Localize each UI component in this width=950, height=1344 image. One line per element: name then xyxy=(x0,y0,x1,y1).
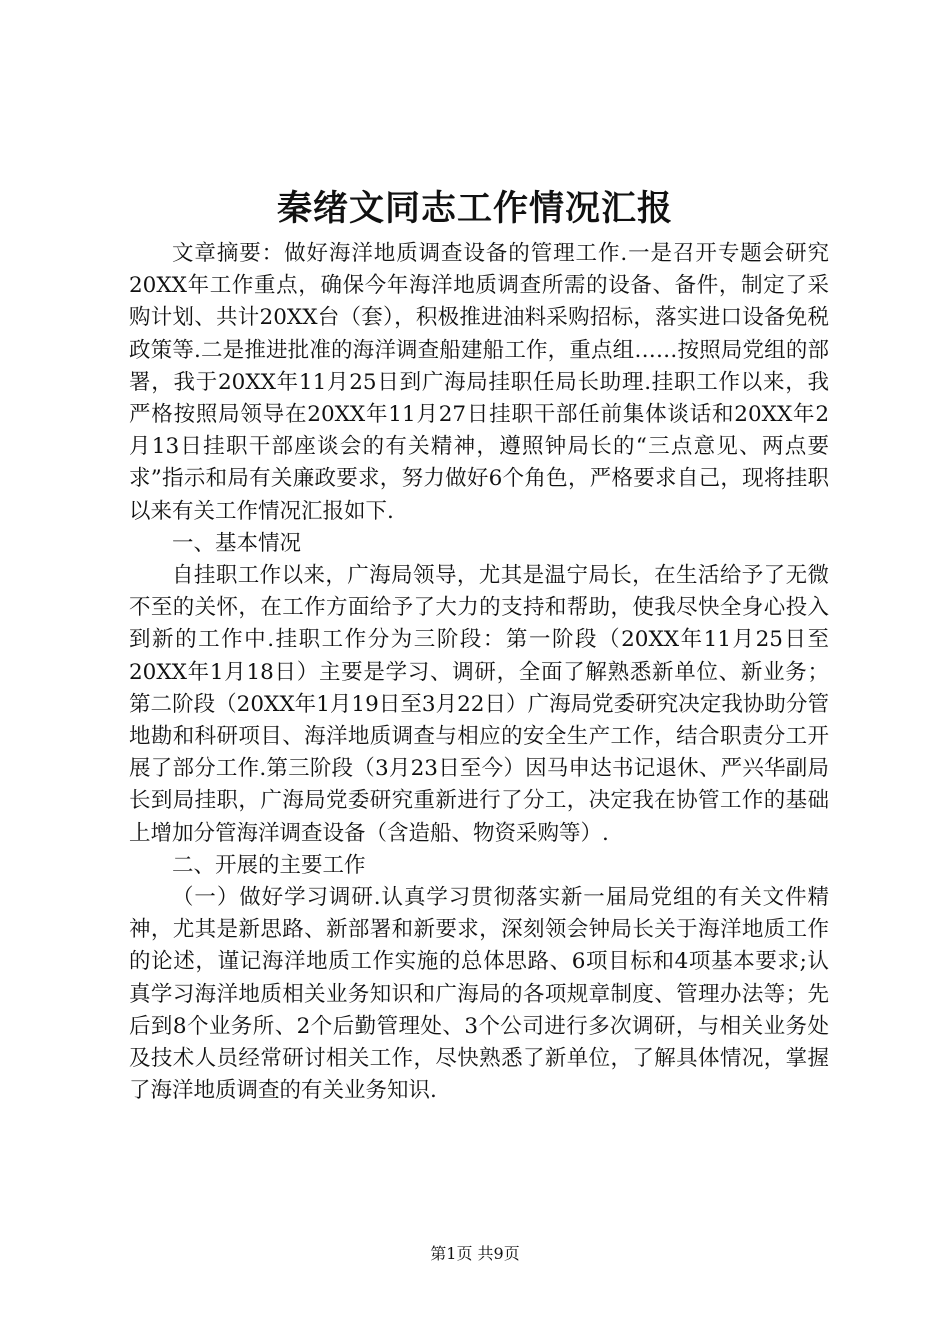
section-heading-basic: 一、基本情况 xyxy=(172,530,302,556)
document-body xyxy=(129,238,829,1107)
study-research-paragraph: （一）做好学习调研.认真学习贯彻落实新一届局党组的有关文件精神，尤其是新思路、新部署和新要求，深刻领会钟局长关于海洋地质工作的论述，谨记海洋地质工作实施的总体思路、6项目标和4项基本要求;认真学习海洋地质相关业务知识和广海局的各项规章制度、管理办法等；先后到8个业务所、2个后勤管理处、3个公司进行多次调研，与相关业务处及技术人员经常研讨相关工作，尽快熟悉了新单位，了解具体情况，掌握了海洋地质调查的有关业务知识. xyxy=(129,885,829,1104)
document-title: 秦绪文同志工作情况汇报 xyxy=(276,188,673,229)
basic-situation-paragraph: 自挂职工作以来，广海局领导，尤其是温宁局长，在生活给予了无微不至的关怀，在工作方面给予了大力的支持和帮助，使我尽快全身心投入到新的工作中.挂职工作分为三阶段：第一阶段（20XX年11月25日至20XX年1月18日）主要是学习、调研，全面了解熟悉新单位、新业务；第二阶段（20XX年1月19日至3月22日）广海局党委研究决定我协助分管地勘和科研项目、海洋地质调查与相应的安全生产工作，结合职责分工开展了部分工作.第三阶段（3月23日至今）因马申达书记退休、严兴华副局长到局挂职，广海局党委研究重新进行了分工，决定我在协管工作的基础上增加分管海洋调查设备（含造船、物资采购等）. xyxy=(129,563,829,846)
page-number: 第1页 共9页 xyxy=(430,1244,520,1263)
section-heading-main-work: 二、开展的主要工作 xyxy=(172,852,366,878)
abstract-paragraph: 文章摘要：做好海洋地质调查设备的管理工作.一是召开专题会研究20XX年工作重点，确保今年海洋地质调查所需的设备、备件，制定了采购计划、共计20XX台（套），积极推进油料采购招标，落实进口设备免税政策等.二是推进批准的海洋调查船建船工作，重点组……按照局党组的部署，我于20XX年11月25日到广海局挂职任局长助理.挂职工作以来，我严格按照局领导在20XX年11月27日挂职干部任前集体谈话和20XX年2月13日挂职干部座谈会的有关精神，遵照钟局长的“三点意见、两点要求”指示和局有关廉政要求，努力做好6个角色，严格要求自己，现将挂职以来有关工作情况汇报如下. xyxy=(129,241,829,524)
